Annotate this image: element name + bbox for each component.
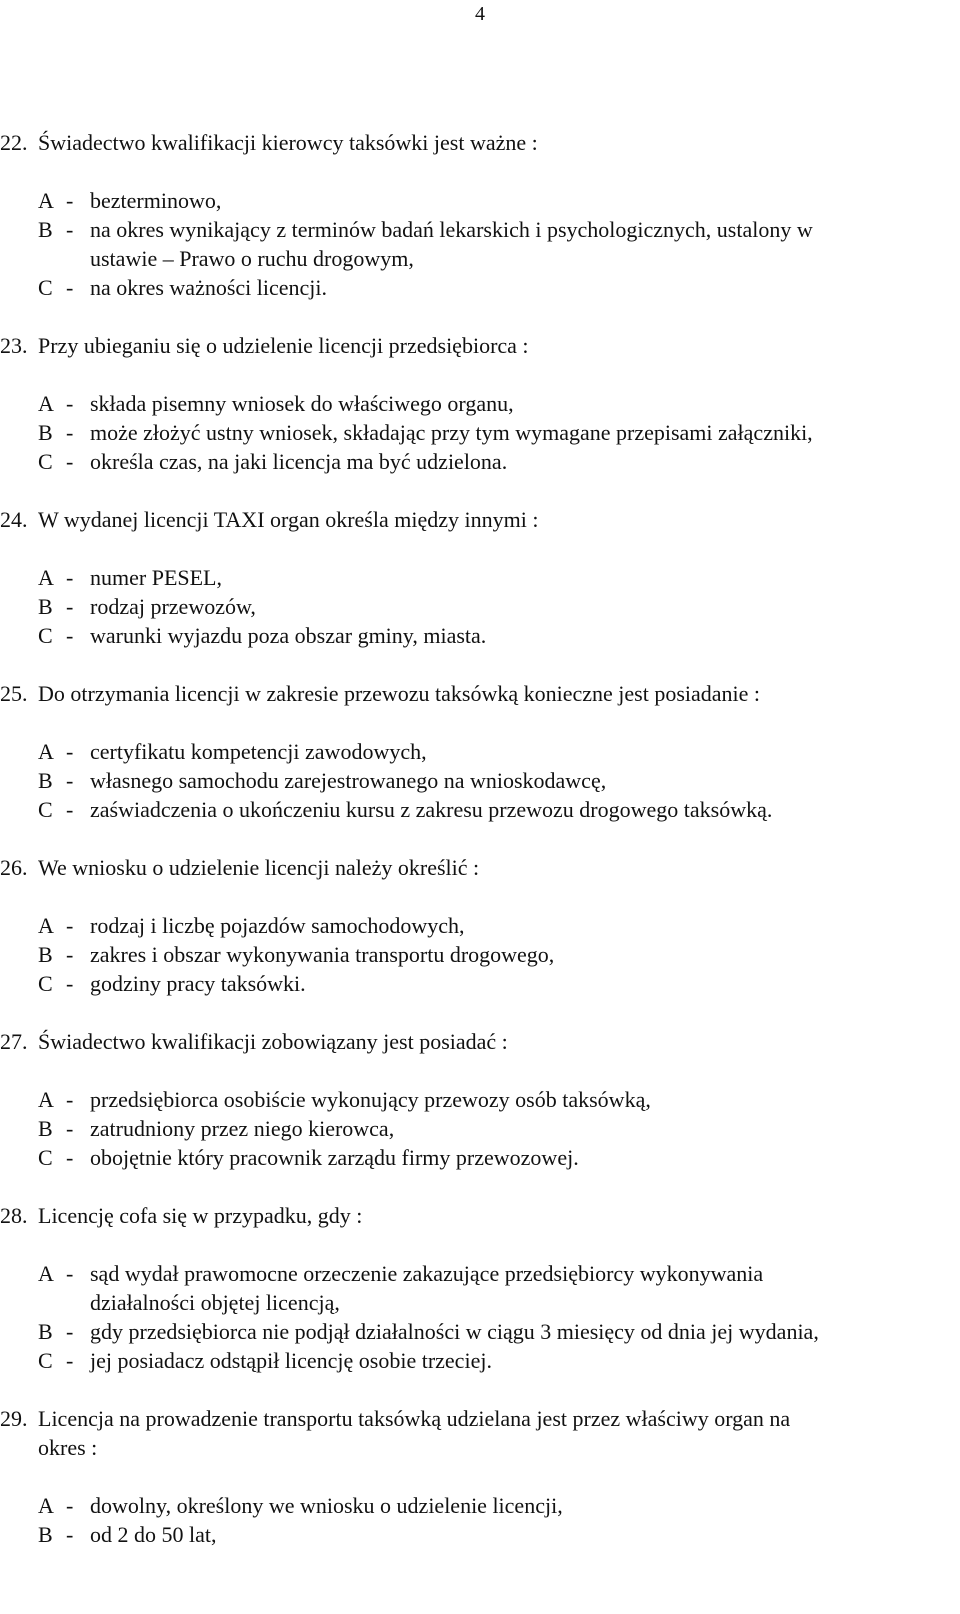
question-text-line: [0, 679, 960, 708]
answer-text: ustawie – Prawo o ruchu drogowym,: [90, 246, 414, 271]
answer-dash: -: [66, 1116, 74, 1141]
answer-dash: -: [66, 1348, 74, 1373]
answer-option-b: [0, 1114, 960, 1143]
answer-text: zatrudniony przez niego kierowca,: [90, 1116, 395, 1141]
answer-letter: A: [38, 1261, 54, 1286]
answer-option-a: [0, 1491, 960, 1520]
answer-option-a: [0, 186, 960, 215]
answer-dash: -: [66, 275, 74, 300]
answer-text: działalności objętej licencją,: [90, 1290, 340, 1315]
question-text: Świadectwo kwalifikacji zobowiązany jest posiadać :: [38, 1029, 508, 1054]
answer-text: rodzaj i liczbę pojazdów samochodowych,: [90, 913, 465, 938]
answer-text: składa pisemny wniosek do właściwego organu,: [90, 391, 514, 416]
answer-text: dowolny, określony we wniosku o udzielenie licencji,: [90, 1493, 563, 1518]
question-text: We wniosku o udzielenie licencji należy określić :: [38, 855, 480, 880]
question-text: Licencja na prowadzenie transportu taksówką udzielana jest przez właściwy organ na: [38, 1406, 791, 1431]
question-text-line: [0, 505, 960, 534]
question-text: Do otrzymania licencji w zakresie przewozu taksówką konieczne jest posiadanie :: [38, 681, 761, 706]
answer-text: zakres i obszar wykonywania transportu drogowego,: [90, 942, 555, 967]
answer-text: gdy przedsiębiorca nie podjął działalności w ciągu 3 miesięcy od dnia jej wydania,: [90, 1319, 819, 1344]
question-22: [0, 128, 960, 331]
question-text: okres :: [38, 1435, 98, 1460]
answer-text: własnego samochodu zarejestrowanego na wnioskodawcę,: [90, 768, 607, 793]
question-23: [0, 331, 960, 505]
answer-text: numer PESEL,: [90, 565, 222, 590]
answer-letter: C: [38, 797, 53, 822]
answer-option-b: [0, 1317, 960, 1346]
question-text-line: [0, 1404, 960, 1433]
answer-text: jej posiadacz odstąpił licencję osobie trzeciej.: [90, 1348, 492, 1373]
answer-text: obojętnie który pracownik zarządu firmy przewozowej.: [90, 1145, 579, 1170]
answer-text: na okres ważności licencji.: [90, 275, 328, 300]
answer-letter: C: [38, 971, 53, 996]
answer-dash: -: [66, 565, 74, 590]
answer-letter: C: [38, 1145, 53, 1170]
answer-letter: A: [38, 1493, 54, 1518]
answer-option-b: [0, 766, 960, 795]
question-24: [0, 505, 960, 679]
answer-dash: -: [66, 188, 74, 213]
question-text-line: [0, 1027, 960, 1056]
answer-dash: -: [66, 1145, 74, 1170]
answer-text: certyfikatu kompetencji zawodowych,: [90, 739, 427, 764]
question-29: [0, 1404, 960, 1578]
page-number: 4: [475, 3, 485, 25]
question-text-line: [0, 128, 960, 157]
answer-dash: -: [66, 420, 74, 445]
answer-dash: -: [66, 768, 74, 793]
question-text-line: [0, 853, 960, 882]
answer-dash: -: [66, 1319, 74, 1344]
answer-option-b: [0, 215, 960, 273]
answer-option-a: [0, 1259, 960, 1317]
answer-letter: A: [38, 913, 54, 938]
question-28: [0, 1201, 960, 1404]
answer-letter: A: [38, 188, 54, 213]
answer-text: bezterminowo,: [90, 188, 222, 213]
question-number: 23.: [0, 333, 28, 358]
question-27: [0, 1027, 960, 1201]
answer-dash: -: [66, 1493, 74, 1518]
question-text-line: [0, 1201, 960, 1230]
answer-letter: A: [38, 739, 54, 764]
question-number: 26.: [0, 855, 28, 880]
answer-dash: -: [66, 623, 74, 648]
answer-letter: A: [38, 391, 54, 416]
question-text: Świadectwo kwalifikacji kierowcy taksówki jest ważne :: [38, 130, 538, 155]
answer-dash: -: [66, 391, 74, 416]
answer-option-b: [0, 592, 960, 621]
answer-option-b: [0, 1520, 960, 1549]
answer-text: określa czas, na jaki licencja ma być udzielona.: [90, 449, 508, 474]
answer-letter: B: [38, 420, 53, 445]
answer-option-c: [0, 1346, 960, 1375]
question-number: 25.: [0, 681, 28, 706]
answer-text: na okres wynikający z terminów badań lekarskich i psychologicznych, ustalony w: [90, 217, 813, 242]
answer-option-c: [0, 969, 960, 998]
answer-option-a: [0, 563, 960, 592]
answer-option-a: [0, 737, 960, 766]
answer-dash: -: [66, 217, 74, 242]
answer-dash: -: [66, 1261, 74, 1286]
question-list: [0, 128, 960, 1578]
answer-option-a: [0, 389, 960, 418]
answer-option-c: [0, 795, 960, 824]
answer-letter: B: [38, 942, 53, 967]
answer-letter: B: [38, 594, 53, 619]
answer-dash: -: [66, 594, 74, 619]
answer-letter: B: [38, 1522, 53, 1547]
answer-option-c: [0, 273, 960, 302]
question-text: W wydanej licencji TAXI organ określa między innymi :: [38, 507, 539, 532]
question-26: [0, 853, 960, 1027]
answer-letter: C: [38, 449, 53, 474]
answer-dash: -: [66, 1087, 74, 1112]
question-number: 24.: [0, 507, 28, 532]
question-number: 28.: [0, 1203, 28, 1228]
answer-letter: B: [38, 217, 53, 242]
question-25: [0, 679, 960, 853]
answer-text: sąd wydał prawomocne orzeczenie zakazujące przedsiębiorcy wykonywania: [90, 1261, 764, 1286]
answer-text: zaświadczenia o ukończeniu kursu z zakresu przewozu drogowego taksówką.: [90, 797, 773, 822]
answer-option-c: [0, 447, 960, 476]
question-number: 22.: [0, 130, 28, 155]
answer-letter: B: [38, 768, 53, 793]
answer-letter: A: [38, 565, 54, 590]
question-text: Przy ubieganiu się o udzielenie licencji przedsiębiorca :: [38, 333, 529, 358]
answer-letter: B: [38, 1116, 53, 1141]
answer-dash: -: [66, 971, 74, 996]
answer-letter: A: [38, 1087, 54, 1112]
answer-option-b: [0, 418, 960, 447]
answer-dash: -: [66, 449, 74, 474]
answer-text: przedsiębiorca osobiście wykonujący przewozy osób taksówką,: [90, 1087, 651, 1112]
answer-text: godziny pracy taksówki.: [90, 971, 306, 996]
answer-option-b: [0, 940, 960, 969]
answer-option-c: [0, 621, 960, 650]
answer-option-a: [0, 911, 960, 940]
answer-option-c: [0, 1143, 960, 1172]
answer-option-a: [0, 1085, 960, 1114]
answer-letter: B: [38, 1319, 53, 1344]
answer-text: warunki wyjazdu poza obszar gminy, miasta.: [90, 623, 487, 648]
question-text: Licencję cofa się w przypadku, gdy :: [38, 1203, 363, 1228]
answer-letter: C: [38, 275, 53, 300]
question-number: 27.: [0, 1029, 28, 1054]
answer-text: od 2 do 50 lat,: [90, 1522, 217, 1547]
answer-text: może złożyć ustny wniosek, składając przy tym wymagane przepisami załączniki,: [90, 420, 813, 445]
answer-dash: -: [66, 739, 74, 764]
question-text-line: [0, 1433, 960, 1462]
answer-letter: C: [38, 623, 53, 648]
question-text-line: [0, 331, 960, 360]
answer-letter: C: [38, 1348, 53, 1373]
answer-dash: -: [66, 942, 74, 967]
answer-dash: -: [66, 797, 74, 822]
answer-dash: -: [66, 1522, 74, 1547]
question-number: 29.: [0, 1406, 28, 1431]
answer-text: rodzaj przewozów,: [90, 594, 256, 619]
answer-dash: -: [66, 913, 74, 938]
